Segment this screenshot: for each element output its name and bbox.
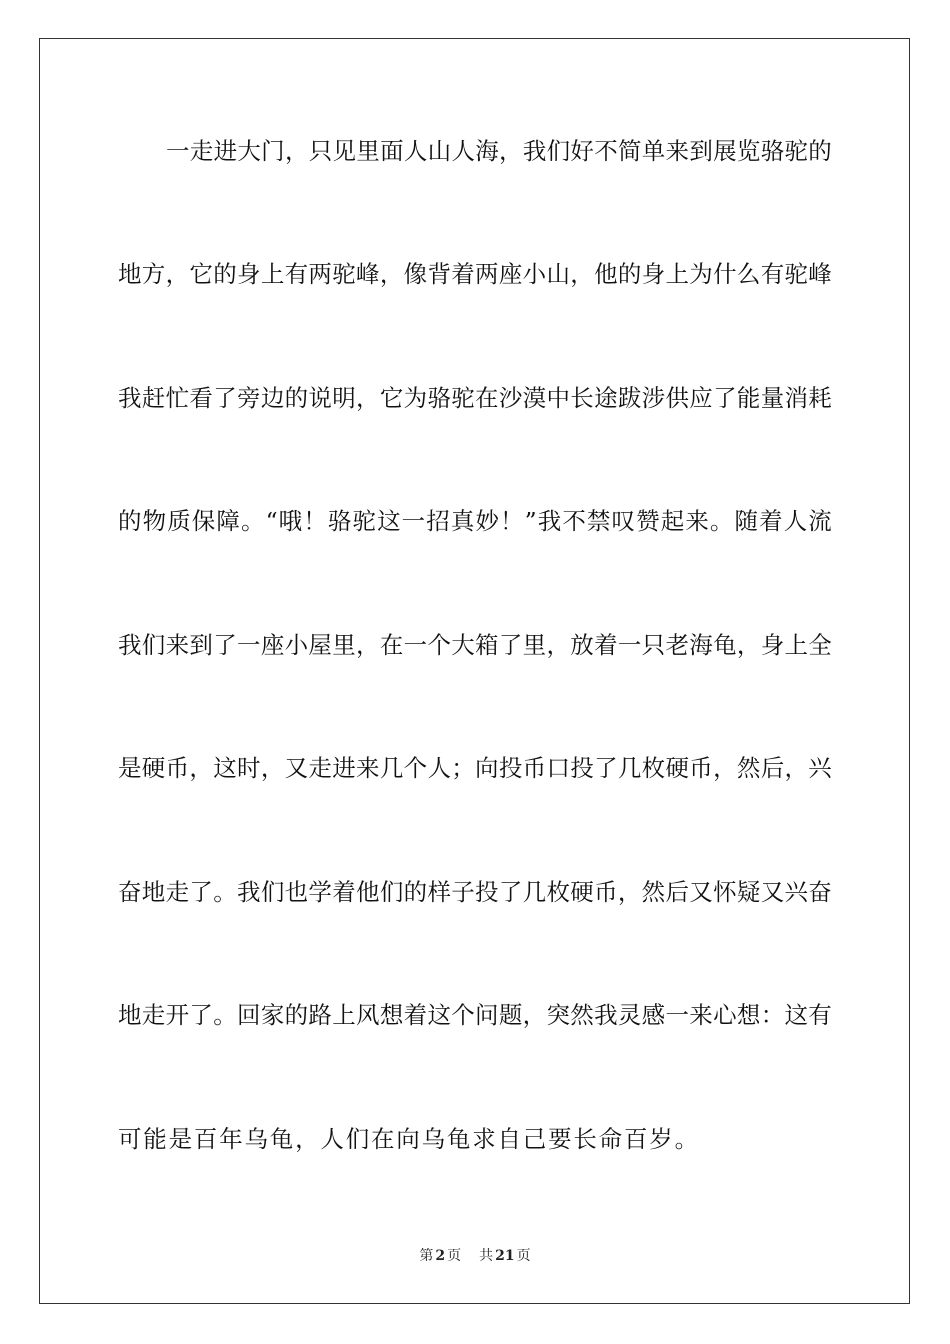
page-border xyxy=(39,38,910,1304)
page-number: 2 xyxy=(435,1248,446,1264)
text-line-1: 一走进大门，只见里面人山人海，我们好不简单来到展览骆驼的 xyxy=(166,137,832,165)
text-line-4: 的物质保障。“哦！骆驼这一招真妙！”我不禁叹赞起来。随着人流 xyxy=(118,507,832,535)
text-line-3: 我赶忙看了旁边的说明，它为骆驼在沙漠中长途跋涉供应了能量消耗 xyxy=(118,384,832,412)
total-prefix: 共 xyxy=(479,1248,494,1264)
page-prefix: 第 xyxy=(419,1248,434,1264)
text-line-2: 地方，它的身上有两驼峰，像背着两座小山，他的身上为什么有驼峰 xyxy=(118,260,832,288)
page-footer xyxy=(0,1246,950,1266)
text-line-8: 地走开了。回家的路上风想着这个问题，突然我灵感一来心想：这有 xyxy=(118,1001,832,1029)
text-line-7: 奋地走了。我们也学着他们的样子投了几枚硬币，然后又怀疑又兴奋 xyxy=(118,878,832,906)
page-suffix: 页 xyxy=(447,1248,462,1264)
text-line-5: 我们来到了一座小屋里，在一个大箱了里，放着一只老海龟，身上全 xyxy=(118,631,832,659)
text-line-9: 可能是百年乌龟，人们在向乌龟求自己要长命百岁。 xyxy=(118,1125,700,1153)
text-line-6: 是硬币，这时，又走进来几个人；向投币口投了几枚硬币，然后，兴 xyxy=(118,754,832,782)
total-suffix: 页 xyxy=(516,1248,531,1264)
total-pages: 21 xyxy=(495,1248,515,1264)
